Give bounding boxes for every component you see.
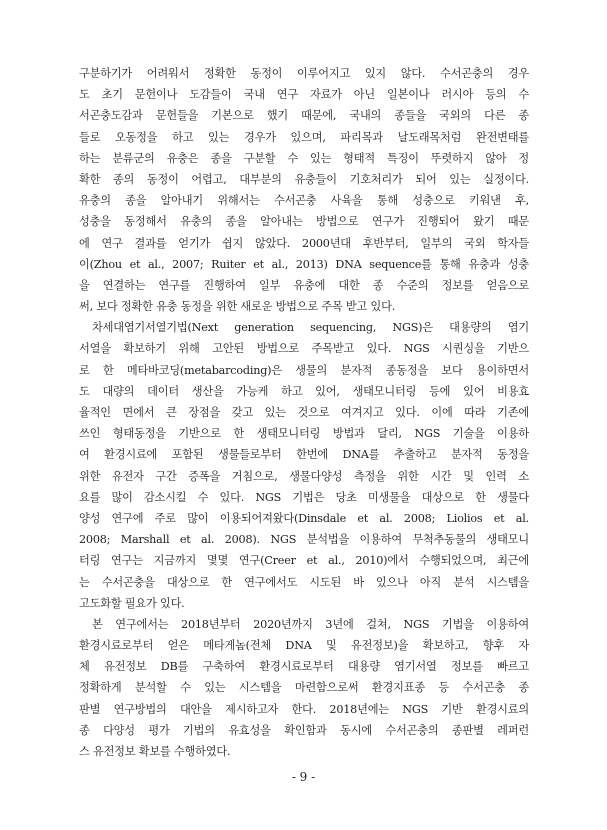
text-line: 하는 분류군의 유충은 종을 구분할 수 있는 형태적 특징이 뚜렷하지 않아 정 <box>79 151 529 165</box>
text-line: 도 대량의 데이터 생산을 가능케 하고 있어, 생태모니터링 등에 있어 비용효 <box>79 384 529 398</box>
text-line: 환경시료로부터 얻은 메타게놈(전체 DNA 및 유전정보)을 확보하고, 향후 자 <box>79 639 529 653</box>
text-line: 도 초기 문헌이나 도감들이 국내 연구 자료가 아닌 일본이나 러시아 등의 수 <box>79 88 529 102</box>
text-line: 터링 연구는 지금까지 몇몇 연구(Creer et al., 2010)에서 수행되었으며, 최근에 <box>79 554 529 568</box>
text-line: 에 연구 결과를 얻기가 쉽지 않았다. 2000년대 후반부터, 일부의 국외 학자들 <box>79 236 529 250</box>
text-line: 여 환경시료에 포함된 생물들로부터 한번에 DNA를 추출하고 분자적 동정을 <box>79 448 529 462</box>
text-line: 스 유전정보 확보를 수행하였다. <box>79 745 231 758</box>
text-line: 고도화할 필요가 있다. <box>79 596 185 610</box>
text-line: 양성 연구에 주로 많이 이용되어져왔다(Dinsdale et al. 2008; Liolios et al. <box>79 511 529 525</box>
text-line: 율적인 면에서 큰 장점을 갖고 있는 것으로 여겨지고 있다. 이에 따라 기존에 <box>79 406 529 419</box>
text-line: 체 유전정보 DB를 구축하여 환경시료로부터 대용량 염기서열 정보를 빠르고 <box>79 660 529 674</box>
text-line: 을 연결하는 연구를 진행하여 일부 유충에 대한 종 수준의 정보를 얻음으로 <box>79 278 529 292</box>
text-line: 쓰인 형태동정을 기반으로 한 생태모니터링 방법과 달리, NGS 기술을 이용하 <box>79 427 529 441</box>
text-line: 는 수서곤충을 대상으로 한 연구에서도 시도된 바 있으나 아직 분석 시스템을 <box>79 575 529 589</box>
text-line: 성충을 동정해서 유충의 종을 알아내는 방법으로 연구가 진행되어 왔기 때문 <box>79 215 529 229</box>
text-line: 이(Zhou et al., 2007; Ruiter et al., 2013) DNA sequence를 통해 유충과 성충 <box>79 257 529 271</box>
text-line: 종 다양성 평가 기법의 유효성을 확인함과 동시에 수서곤충의 종판별 레퍼런 <box>79 723 529 737</box>
text-line: 로 한 메타바코딩(metabarcoding)은 생물의 분자적 종동정을 보다 용이하면서 <box>79 363 529 377</box>
body-text <box>79 63 529 762</box>
text-line: 유충의 종을 알아내기 위해서는 수서곤충 사육을 통해 성충으로 키워낸 후, <box>79 194 529 208</box>
text-line: 서열을 확보하기 위해 고안된 방법으로 주목받고 있다. NGS 시퀀싱을 기반으 <box>79 342 529 356</box>
text-line: 써, 보다 정확한 유충 동정을 위한 새로운 방법으로 주목 받고 있다. <box>79 300 396 314</box>
text-line: 판별 연구방법의 대안을 제시하고자 한다. 2018년에는 NGS 기반 환경시료의 <box>79 702 529 716</box>
text-line: 차세대염기서열기법(Next generation sequencing, NGS)은 대용량의 염기 <box>92 321 529 335</box>
text-line: 요를 많이 감소시킬 수 있다. NGS 기법은 당초 미생물을 대상으로 한 생물다 <box>79 490 529 504</box>
text-line: 2008; Marshall et al. 2008). NGS 분석법을 이용하여 무척추동물의 생태모니 <box>79 533 529 547</box>
text-line: 확한 종의 동정이 어렵고, 대부분의 유충들이 기호처리가 되어 있는 실정이다. <box>79 172 529 186</box>
text-line: 정확하게 분석할 수 있는 시스템을 마련함으로써 환경지표종 등 수서곤충 종 <box>79 681 529 695</box>
text-line: 서곤충도감과 문헌들을 기본으로 했기 때문에, 국내의 종들을 국외의 다른 종 <box>79 109 529 123</box>
page-number: - 9 - <box>291 770 316 784</box>
text-line: 들로 오동정을 하고 있는 경우가 있으며, 파리목과 날도래목처럼 완전변태를 <box>79 130 529 144</box>
text-line: 본 연구에서는 2018년부터 2020년까지 3년에 걸쳐, NGS 기법을 이용하여 <box>92 617 529 631</box>
text-line: 구분하기가 어려워서 정확한 동정이 이루어지고 있지 않다. 수서곤충의 경우 <box>79 67 529 80</box>
text-line: 위한 유전자 구간 증폭을 거침으로, 생물다양성 측정을 위한 시간 및 인력 소 <box>79 469 529 483</box>
